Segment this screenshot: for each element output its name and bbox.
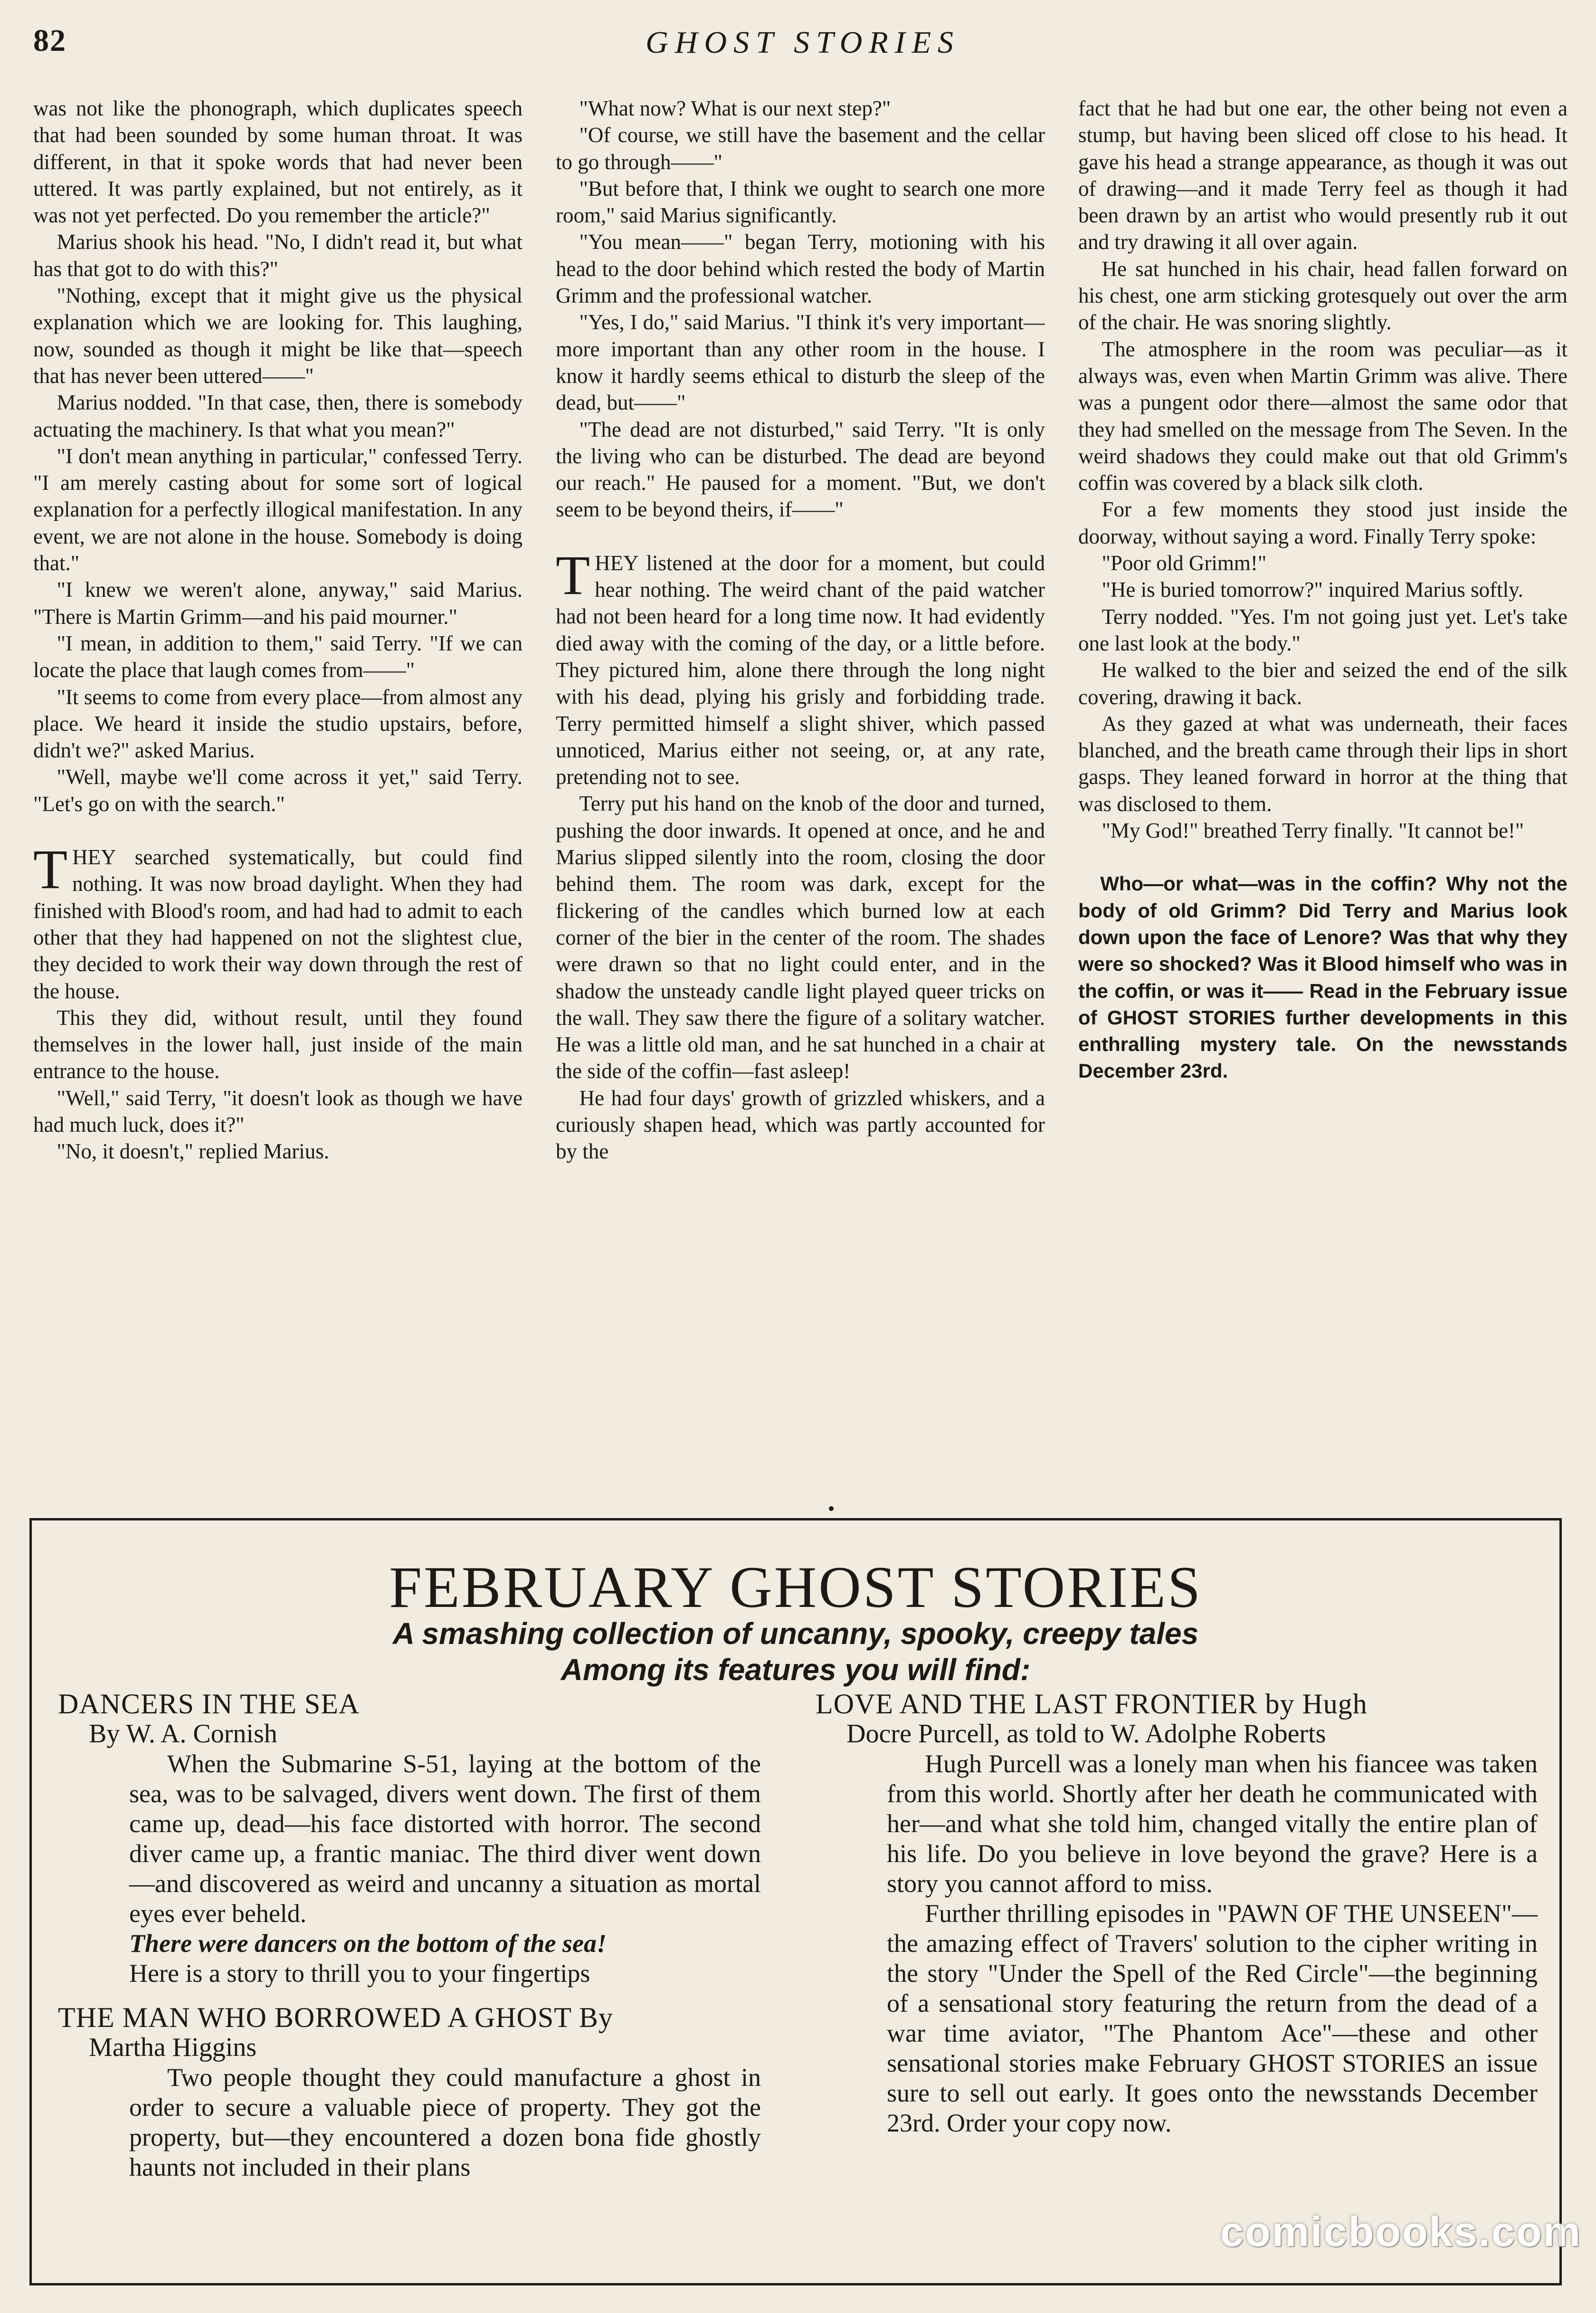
paragraph: "Nothing, except that it might give us the physical explanation which we are looking for. This laughing, now, sounded as though it might be like that—speech that has never been uttered——" <box>33 284 522 388</box>
featured-story-title: DANCERS IN THE SEA <box>58 1688 360 1720</box>
paragraph: Marius shook his head. "No, I didn't read it, but what has that got to do with this?" <box>33 230 522 281</box>
paragraph: Terry nodded. "Yes. I'm not going just yet. Let's take one last look at the body." <box>1078 604 1568 655</box>
paragraph: "Yes, I do," said Marius. "I think it's very important—more important than any other room in the house. I know it hardly seems ethical to disturb the sleep of the dead, but——" <box>556 310 1045 415</box>
paragraph: "He is buried tomorrow?" inquired Marius softly. <box>1102 578 1523 602</box>
featured-story-description <box>58 1749 761 1988</box>
ad-right-column <box>816 1689 1538 2138</box>
featured-story-title: LOVE AND THE LAST FRONTIER by Hugh <box>816 1688 1368 1720</box>
story-column-1 <box>33 95 522 1487</box>
page-header <box>33 19 1572 71</box>
page-number: 82 <box>33 23 66 58</box>
paragraph: "Well," said Terry, "it doesn't look as though we have had much luck, does it?" <box>33 1086 522 1137</box>
paragraph: "I knew we weren't alone, anyway," said Marius. "There is Martin Grimm—and his paid mourner." <box>33 578 522 629</box>
paragraph-text: HEY listened at the door for a moment, but could hear nothing. The weird chant of the paid watcher had not been heard for a long time now. It had evidently died away with the coming of the day, or a little before. They pictured him, alone there through the long night with his dead, plying his grisly and forbidding trade. Terry permitted himself a slight shiver, which passed unnoticed, Marius either not seeing, or, at any rate, pretending not to see. <box>556 551 1045 789</box>
paragraph-text: HEY searched systematically, but could find nothing. It was now broad daylight. When they had finished with Blood's room, and had had to admit to each other that they had happened on not the slightest clue, they decided to work their way down through the rest of the house. <box>33 845 522 1003</box>
running-head: GHOST STORIES <box>646 25 960 60</box>
story-column-2 <box>556 95 1045 1487</box>
story-columns <box>33 95 1568 1487</box>
paragraph: "No, it doesn't," replied Marius. <box>57 1139 330 1164</box>
paragraph: The atmosphere in the room was peculiar—as it always was, even when Martin Grimm was alive. There was a pungent odor there—almost the same odor that they had smelled on the message from The Seven. In the weird shadows they could make out that old Grimm's coffin was covered by a black silk cloth. <box>1078 337 1568 495</box>
section-opening-paragraph <box>33 838 522 1004</box>
description-text: When the Submarine S-51, laying at the bottom of the sea, was to be salvaged, divers went down. The first of them came up, dead—his face distorted with horror. The second diver came up, a frantic maniac. The third diver went down—and discovered as weird and uncanny a situation as mortal eyes ever beheld. <box>129 1749 761 1928</box>
paragraph: "Of course, we still have the basement and the cellar to go through——" <box>556 123 1045 174</box>
paragraph: He sat hunched in his chair, head fallen forward on his chest, one arm sticking grotesquely out over the arm of the chair. He was snoring slightly. <box>1078 257 1568 335</box>
paragraph: "I mean, in addition to them," said Terry. "If we can locate the place that laugh comes from——" <box>33 631 522 682</box>
story-column-3 <box>1078 95 1568 1487</box>
ad-left-column <box>58 1689 761 2182</box>
paragraph: For a few moments they stood just inside the doorway, without saying a word. Finally Terry spoke: <box>1078 497 1568 548</box>
drop-cap: T <box>33 838 68 901</box>
ad-subtitle <box>32 1615 1559 1688</box>
paragraph: "You mean——" began Terry, motioning with his head to the door behind which rested the body of Martin Grimm and the professional watcher. <box>556 230 1045 308</box>
paragraph: "But before that, I think we ought to search one more room," said Marius significantly. <box>556 176 1045 228</box>
featured-story-byline: Docre Purcell, as told to W. Adolphe Roberts <box>846 1719 1326 1749</box>
featured-story-description: Two people thought they could manufacture a ghost in order to secure a valuable piece of property. They got the property, but—they encountered a dozen bona fide ghostly haunts not included in their plans <box>129 2063 761 2181</box>
paragraph: "The dead are not disturbed," said Terry. "It is only the living who can be disturbed. The dead are beyond our reach." He paused for a moment. "But, we don't seem to be beyond theirs, if——" <box>556 417 1045 522</box>
featured-story-title: THE MAN WHO BORROWED A GHOST By <box>58 2002 613 2033</box>
print-mark <box>829 1506 834 1511</box>
further-features-description: Further thrilling episodes in "PAWN OF THE UNSEEN"—the amazing effect of Travers' solution to the cipher writing in the story "Under the Spell of the Red Circle"—the beginning of a sensational story featuring the return from the dead of a war time aviator, "The Phantom Ace"—these and other sensational stories make February GHOST STORIES an issue sure to sell out early. It goes onto the newsstands December 23rd. Order your copy now. <box>887 1899 1538 2137</box>
ad-subtitle-line-2: Among its features you will find: <box>560 1653 1031 1687</box>
paragraph: As they gazed at what was underneath, their faces blanched, and the breath came through their lips in short gasps. They leaned forward in horror at the thing that was disclosed to them. <box>1078 711 1568 816</box>
paragraph: "What now? What is our next step?" <box>579 96 891 120</box>
description-closing: Here is a story to thrill you to your fingertips <box>129 1959 590 1988</box>
section-opening-paragraph <box>556 544 1045 791</box>
featured-story-byline: By W. A. Cornish <box>89 1719 277 1749</box>
february-issue-advertisement <box>29 1518 1562 2285</box>
next-issue-teaser: Who—or what—was in the coffin? Why not the body of old Grimm? Did Terry and Marius look down upon the face of Lenore? Was that why they were so shocked? Was it Blood himself who was in the coffin, or was it—— Read in the February issue of GHOST STORIES further developments in this enthralling mystery tale. On the newsstands December 23rd. <box>1078 872 1568 1082</box>
paragraph: Marius nodded. "In that case, then, there is somebody actuating the machinery. Is that what you mean?" <box>33 391 522 441</box>
paragraph: "It seems to come from every place—from almost any place. We heard it inside the studio upstairs, before, didn't we?" asked Marius. <box>33 685 522 763</box>
paragraph: He had four days' growth of grizzled whiskers, and a curiously shapen head, which was partly accounted for by the <box>556 1086 1045 1164</box>
paragraph: Terry put his hand on the knob of the door and turned, pushing the door inwards. It opened at once, and he and Marius slipped silently into the room, closing the door behind them. The room was dark, except for the flickering of the candles which burned low at each corner of the bier in the center of the room. The shades were drawn so that no light could enter, and in the shadow the unsteady candle light played queer tricks on the wall. They saw there the figure of a solitary watcher. He was a little old man, and he sat hunched in a chair at the side of the coffin—fast asleep! <box>556 792 1045 1083</box>
featured-story-description: Hugh Purcell was a lonely man when his fiancee was taken from this world. Shortly after her death he communicated with her—and what she told him, changed vitally the entire plan of his life. Do you believe in love beyond the grave? Here is a story you cannot afford to miss. <box>887 1749 1538 1898</box>
source-watermark: comicbooks.com <box>1220 2208 1582 2255</box>
paragraph: "My God!" breathed Terry finally. "It cannot be!" <box>1102 819 1524 843</box>
paragraph: fact that he had but one ear, the other being not even a stump, but having been sliced off close to his head. It gave his head a strange appearance, as though it was out of drawing—and it made Terry feel as though it had been drawn by an artist who would presently rub it out and try drawing it all over again. <box>1078 96 1568 254</box>
paragraph: was not like the phonograph, which duplicates speech that had been sounded by some human throat. It was different, in that it spoke words that had never been uttered. It was partly explained, but not entirely, as it was not yet perfected. Do you remember the article?" <box>33 96 522 228</box>
paragraph: This they did, without result, until they found themselves in the lower hall, just inside of the main entrance to the house. <box>33 1005 522 1083</box>
drop-cap: T <box>556 544 590 606</box>
description-highlight: There were dancers on the bottom of the sea! <box>129 1929 607 1958</box>
ad-subtitle-line-1: A smashing collection of uncanny, spooky, creepy tales <box>392 1616 1199 1651</box>
paragraph: "I don't mean anything in particular," confessed Terry. "I am merely casting about for some sort of logical explanation for a perfectly illogical manifestation. In any event, we are not alone in the house. Somebody is doing that." <box>33 444 522 575</box>
ad-title: FEBRUARY GHOST STORIES <box>389 1555 1202 1620</box>
paragraph: "Well, maybe we'll come across it yet," said Terry. "Let's go on with the search." <box>33 765 522 816</box>
paragraph: He walked to the bier and seized the end of the silk covering, drawing it back. <box>1078 658 1568 709</box>
featured-story-byline: Martha Higgins <box>89 2033 257 2062</box>
paragraph: "Poor old Grimm!" <box>1102 551 1267 575</box>
